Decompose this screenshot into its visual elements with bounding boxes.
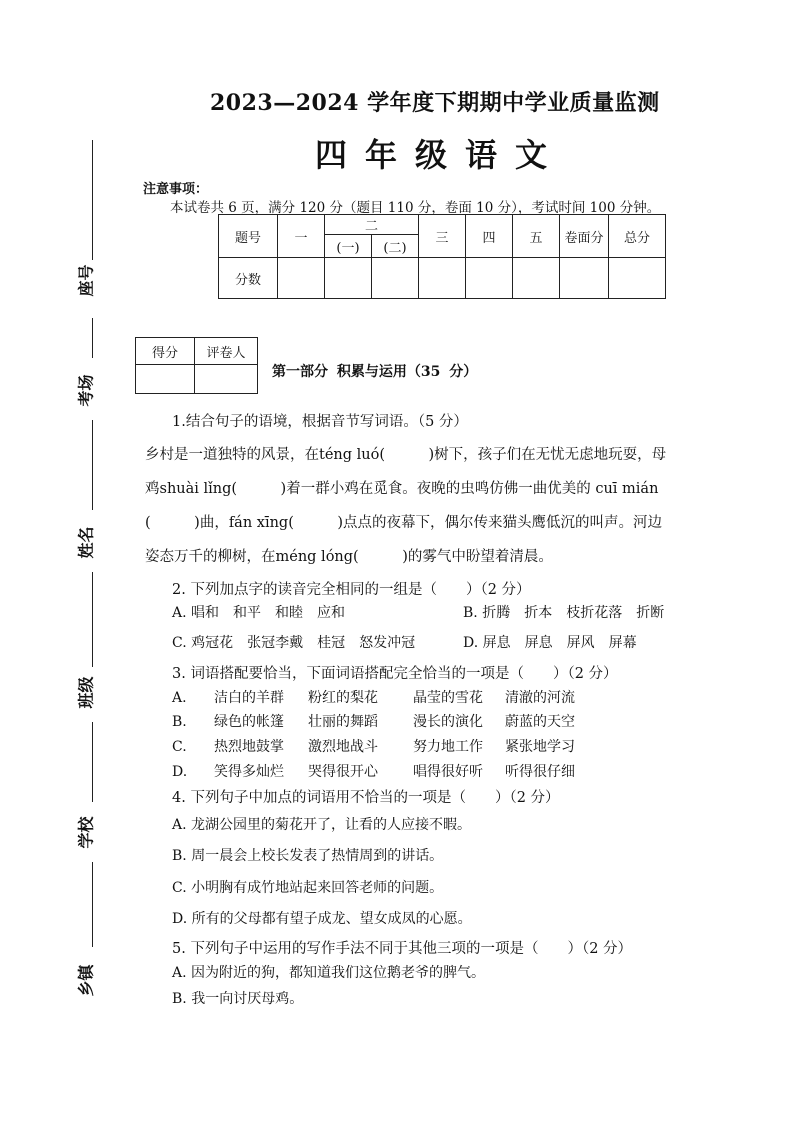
option-letter: A. bbox=[172, 690, 187, 706]
exam-title: 2023—2024 学年度下期期中学业质量监测 bbox=[210, 90, 660, 116]
phrase: 粉红的梨花 bbox=[308, 690, 378, 706]
header-part-2b: (二) bbox=[372, 235, 419, 258]
school-label: 学校 bbox=[76, 816, 96, 849]
q2-option-c: C. 鸡冠花 张冠李戴 桂冠 怒发冲冠 bbox=[172, 635, 416, 651]
class-label: 班级 bbox=[76, 676, 96, 709]
q3-option-row bbox=[172, 736, 615, 756]
header-part-3: 三 bbox=[419, 215, 466, 258]
header-part-2a: (一) bbox=[325, 235, 372, 258]
header-part-4: 四 bbox=[466, 215, 513, 258]
q4-option-a: A. 龙湖公园里的菊花开了，让看的人应接不暇。 bbox=[172, 817, 472, 833]
phrase: 蔚蓝的天空 bbox=[505, 714, 575, 730]
score-cell bbox=[513, 258, 560, 299]
q1-line4: 姿态万千的柳树，在méng lóng( )的雾气中盼望着清晨。 bbox=[145, 549, 553, 565]
notice-heading: 注意事项： bbox=[143, 182, 209, 197]
q1-stem: 1.结合句子的语境，根据音节写词语。（5 分） bbox=[172, 414, 468, 430]
q2-option-d: D. 屏息 屏息 屏风 屏幕 bbox=[463, 635, 637, 651]
score-cell bbox=[560, 258, 609, 299]
phrase: 听得很仔细 bbox=[505, 764, 575, 780]
q1-line3: ( )曲，fán xīng( )点点的夜幕下，偶尔传来猫头鹰低沉的叫声。河边 bbox=[145, 515, 663, 531]
score-cell bbox=[278, 258, 325, 299]
q3-option-row bbox=[172, 687, 615, 707]
phrase: 激烈地战斗 bbox=[308, 739, 378, 755]
seat-field bbox=[70, 140, 120, 310]
score-table bbox=[218, 214, 666, 299]
header-total: 总分 bbox=[609, 215, 666, 258]
q4-stem: 4. 下列句子中加点的词语用不恰当的一项是（ ）（2 分） bbox=[172, 790, 560, 806]
q4-option-d: D. 所有的父母都有望子成龙、望女成凤的心愿。 bbox=[172, 911, 472, 927]
header-part-5: 五 bbox=[513, 215, 560, 258]
score-cell bbox=[466, 258, 513, 299]
school-field bbox=[70, 722, 120, 852]
q2-option-a: A. 唱和 和平 和睦 应和 bbox=[172, 605, 346, 621]
phrase: 笑得多灿烂 bbox=[214, 764, 284, 780]
score-cell bbox=[325, 258, 372, 299]
room-label: 考场 bbox=[76, 374, 96, 407]
q1-line2: 鸡shuài lǐng( )着一群小鸡在觅食。夜晚的虫鸣仿佛一曲优美的 cuī mián bbox=[145, 481, 659, 497]
room-field bbox=[70, 318, 120, 418]
seat-label: 座号 bbox=[76, 264, 96, 297]
phrase: 紧张地学习 bbox=[505, 739, 575, 755]
score-cell bbox=[609, 258, 666, 299]
q3-option-row bbox=[172, 711, 615, 731]
q1-line1: 乡村是一道独特的风景，在téng luó( )树下，孩子们在无忧无虑地玩耍，母 bbox=[145, 447, 667, 463]
score-cell bbox=[419, 258, 466, 299]
header-part-1: 一 bbox=[278, 215, 325, 258]
q5-option-a: A. 因为附近的狗，都知道我们这位鹅老爷的脾气。 bbox=[172, 965, 486, 981]
phrase: 热烈地鼓掌 bbox=[214, 739, 284, 755]
phrase: 清澈的河流 bbox=[505, 690, 575, 706]
name-field bbox=[70, 420, 120, 560]
option-letter: D. bbox=[172, 764, 188, 780]
notice-text: 本试卷共 6 页，满分 120 分（题目 110 分，卷面 10 分），考试时间 100 分钟。 bbox=[170, 200, 661, 216]
score-cell bbox=[372, 258, 419, 299]
phrase: 晶莹的雪花 bbox=[413, 690, 483, 706]
phrase: 绿色的帐篷 bbox=[214, 714, 284, 730]
q4-option-c: C. 小明胸有成竹地站起来回答老师的问题。 bbox=[172, 880, 444, 896]
town-field bbox=[70, 862, 120, 1002]
grader-table bbox=[135, 337, 258, 394]
phrase: 哭得很开心 bbox=[308, 764, 378, 780]
phrase: 唱得很好听 bbox=[413, 764, 483, 780]
exam-subtitle: 四年级语文 bbox=[314, 136, 565, 174]
q4-option-b: B. 周一晨会上校长发表了热情周到的讲话。 bbox=[172, 848, 444, 864]
q2-stem: 2. 下列加点字的读音完全相同的一组是（ ）（2 分） bbox=[172, 582, 531, 598]
option-letter: B. bbox=[172, 714, 187, 730]
label-score: 分数 bbox=[219, 258, 278, 299]
grader-name-cell bbox=[195, 365, 258, 394]
phrase: 洁白的羊群 bbox=[214, 690, 284, 706]
q3-option-row bbox=[172, 761, 615, 781]
option-letter: C. bbox=[172, 739, 187, 755]
label-question-number: 题号 bbox=[219, 215, 278, 258]
header-neatness: 卷面分 bbox=[560, 215, 609, 258]
phrase: 漫长的演化 bbox=[413, 714, 483, 730]
header-part-2: 二 bbox=[325, 215, 419, 235]
q2-option-b: B. 折腾 折本 枝折花落 折断 bbox=[463, 605, 665, 621]
q5-option-b: B. 我一向讨厌母鸡。 bbox=[172, 991, 304, 1007]
grader-name-label: 评卷人 bbox=[195, 338, 258, 365]
q3-stem: 3. 词语搭配要恰当，下面词语搭配完全恰当的一项是（ ）（2 分） bbox=[172, 666, 618, 682]
grader-score-cell bbox=[136, 365, 195, 394]
q5-stem: 5. 下列句子中运用的写作手法不同于其他三项的一项是（ ）（2 分） bbox=[172, 941, 633, 957]
part1-title: 第一部分 积累与运用（35 分） bbox=[272, 364, 478, 380]
class-field bbox=[70, 572, 120, 712]
grader-score-label: 得分 bbox=[136, 338, 195, 365]
phrase: 壮丽的舞蹈 bbox=[308, 714, 378, 730]
phrase: 努力地工作 bbox=[413, 739, 483, 755]
name-label: 姓名 bbox=[76, 526, 96, 559]
town-label: 乡镇 bbox=[76, 964, 96, 997]
